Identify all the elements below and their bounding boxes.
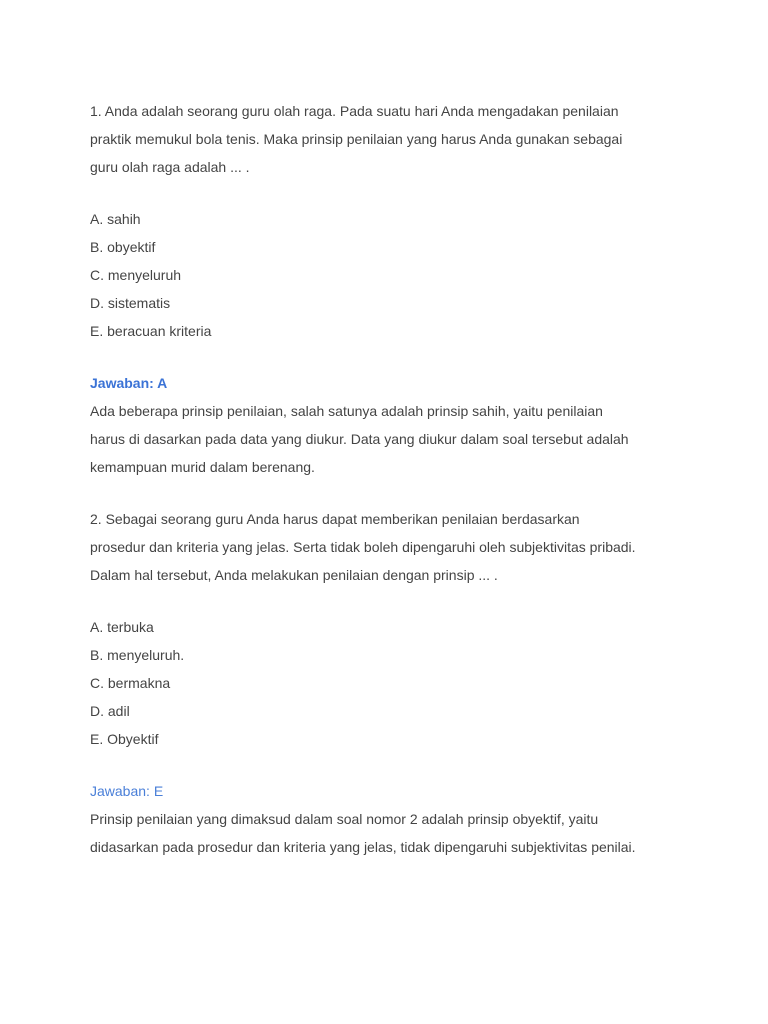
question-2-line-3: Dalam hal tersebut, Anda melakukan penilaian dengan prinsip ... . — [90, 567, 498, 583]
question-2 — [90, 505, 690, 589]
question-1 — [90, 97, 690, 181]
question-1-line-1: 1. Anda adalah seorang guru olah raga. Pada suatu hari Anda mengadakan penilaian — [90, 103, 619, 119]
spacer — [90, 345, 690, 369]
question-2-option-d: D. adil — [90, 703, 130, 719]
question-2-explanation-line-1: Prinsip penilaian yang dimaksud dalam soal nomor 2 adalah prinsip obyektif, yaitu — [90, 811, 599, 827]
document-page — [90, 97, 690, 861]
question-2-options — [90, 613, 690, 753]
question-2-option-e: E. Obyektif — [90, 731, 159, 747]
question-1-explanation-line-1: Ada beberapa prinsip penilaian, salah satunya adalah prinsip sahih, yaitu penilaian — [90, 403, 603, 419]
question-1-option-b: B. obyektif — [90, 239, 156, 255]
question-2-option-c: C. bermakna — [90, 675, 171, 691]
spacer — [90, 481, 690, 505]
question-2-option-b: B. menyeluruh. — [90, 647, 185, 663]
question-1-answer: Jawaban: A — [90, 375, 168, 391]
question-2-answer: Jawaban: E — [90, 783, 164, 799]
question-1-line-3: guru olah raga adalah ... . — [90, 159, 250, 175]
question-2-line-2: prosedur dan kriteria yang jelas. Serta tidak boleh dipengaruhi oleh subjektivitas pribadi. — [90, 539, 636, 555]
question-2-explanation-line-2: didasarkan pada prosedur dan kriteria yang jelas, tidak dipengaruhi subjektivitas penilai. — [90, 839, 636, 855]
question-1-option-c: C. menyeluruh — [90, 267, 182, 283]
question-2-explanation — [90, 805, 690, 861]
spacer — [90, 181, 690, 205]
question-1-options — [90, 205, 690, 345]
question-1-explanation-line-2: harus di dasarkan pada data yang diukur. Data yang diukur dalam soal tersebut adalah — [90, 431, 629, 447]
question-1-explanation-line-3: kemampuan murid dalam berenang. — [90, 459, 315, 475]
question-1-option-e: E. beracuan kriteria — [90, 323, 212, 339]
spacer — [90, 753, 690, 777]
spacer — [90, 589, 690, 613]
question-2-option-a: A. terbuka — [90, 619, 154, 635]
question-1-option-d: D. sistematis — [90, 295, 171, 311]
question-1-option-a: A. sahih — [90, 211, 141, 227]
question-2-line-1: 2. Sebagai seorang guru Anda harus dapat memberikan penilaian berdasarkan — [90, 511, 580, 527]
question-1-explanation — [90, 397, 690, 481]
question-1-line-2: praktik memukul bola tenis. Maka prinsip penilaian yang harus Anda gunakan sebagai — [90, 131, 623, 147]
